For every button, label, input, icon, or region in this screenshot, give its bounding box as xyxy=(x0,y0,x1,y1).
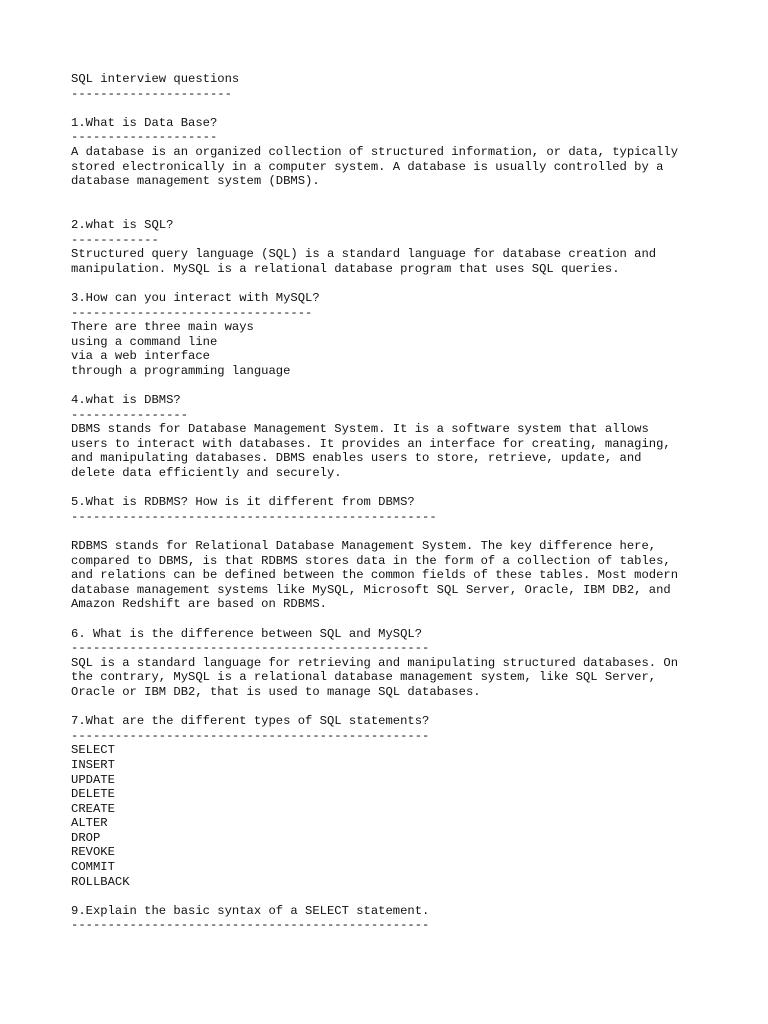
statement-item: INSERT xyxy=(71,757,115,772)
answer-line: RDBMS stands for Relational Database Management System. The key difference here, xyxy=(71,539,657,553)
answer-line: through a programming language xyxy=(71,363,291,378)
question-underline-1: -------------------- xyxy=(71,130,218,145)
answer-line: and relations can be defined between the common fields of these tables. Most modern xyxy=(71,568,679,583)
spacer xyxy=(71,203,761,218)
answer-line: A database is an organized collection of structured information, or data, typically xyxy=(71,144,679,159)
answer-line: There are three main ways xyxy=(71,320,254,335)
answer-line: database management systems like MySQL, Microsoft SQL Server, Oracle, IBM DB2, and xyxy=(71,582,671,597)
document-title: SQL interview questions xyxy=(71,72,240,86)
answer-line: and manipulating databases. DBMS enables users to store, retrieve, update, and xyxy=(71,451,642,466)
statement-item: REVOKE xyxy=(71,845,115,860)
statement-item: UPDATE xyxy=(71,772,115,787)
answer-line: delete data efficiently and securely. xyxy=(71,466,342,481)
question-underline-3: --------------------------------- xyxy=(71,305,313,320)
question-underline-6: ------------------------------------------------- xyxy=(71,641,430,656)
question-underline-4: ---------------- xyxy=(71,407,189,422)
title-underline: ---------------------- xyxy=(71,86,232,101)
spacer xyxy=(71,378,761,393)
question-heading-6: 6. What is the difference between SQL and MySQL? xyxy=(71,626,423,641)
statement-item: ALTER xyxy=(71,816,108,831)
statement-item: DELETE xyxy=(71,787,115,802)
answer-line: compared to DBMS, is that RDBMS stores data in the form of a collection of tables, xyxy=(71,553,671,568)
spacer xyxy=(71,101,761,116)
question-heading-1: 1.What is Data Base? xyxy=(71,115,218,130)
question-heading-3: 3.How can you interact with MySQL? xyxy=(71,290,320,305)
answer-line: DBMS stands for Database Management System. It is a software system that allows xyxy=(71,422,649,437)
spacer xyxy=(71,276,761,291)
answer-line: manipulation. MySQL is a relational database program that uses SQL queries. xyxy=(71,261,620,276)
spacer xyxy=(71,700,761,715)
spacer xyxy=(71,889,761,904)
answer-line: SQL is a standard language for retrieving and manipulating structured databases. On xyxy=(71,655,679,670)
document-body xyxy=(71,72,761,933)
answer-line: the contrary, MySQL is a relational database management system, like SQL Server, xyxy=(71,670,657,685)
answer-line: using a command line xyxy=(71,334,218,349)
answer-line: Oracle or IBM DB2, that is used to manage SQL databases. xyxy=(71,684,481,699)
question-underline-9: ------------------------------------------------- xyxy=(71,918,430,933)
answer-line: Amazon Redshift are based on RDBMS. xyxy=(71,597,327,612)
spacer xyxy=(71,481,761,496)
question-heading-7: 7.What are the different types of SQL statements? xyxy=(71,714,430,729)
question-heading-5: 5.What is RDBMS? How is it different from DBMS? xyxy=(71,495,415,510)
answer-line: users to interact with databases. It provides an interface for creating, managing, xyxy=(71,436,671,451)
spacer xyxy=(71,189,761,204)
question-heading-9: 9.Explain the basic syntax of a SELECT statement. xyxy=(71,903,430,918)
answer-line: database management system (DBMS). xyxy=(71,174,320,189)
question-heading-4: 4.what is DBMS? xyxy=(71,393,181,408)
question-underline-2: ------------ xyxy=(71,232,159,247)
spacer xyxy=(71,524,761,539)
question-underline-7: ------------------------------------------------- xyxy=(71,728,430,743)
statement-item: ROLLBACK xyxy=(71,874,130,889)
question-underline-5: -------------------------------------------------- xyxy=(71,509,437,524)
statement-item: SELECT xyxy=(71,743,115,758)
answer-line: via a web interface xyxy=(71,349,210,364)
question-heading-2: 2.what is SQL? xyxy=(71,217,174,232)
statement-item: CREATE xyxy=(71,801,115,816)
statement-item: COMMIT xyxy=(71,860,115,875)
answer-line: stored electronically in a computer system. A database is usually controlled by a xyxy=(71,159,664,174)
spacer xyxy=(71,612,761,627)
answer-line: Structured query language (SQL) is a standard language for database creation and xyxy=(71,247,657,262)
statement-item: DROP xyxy=(71,830,101,845)
